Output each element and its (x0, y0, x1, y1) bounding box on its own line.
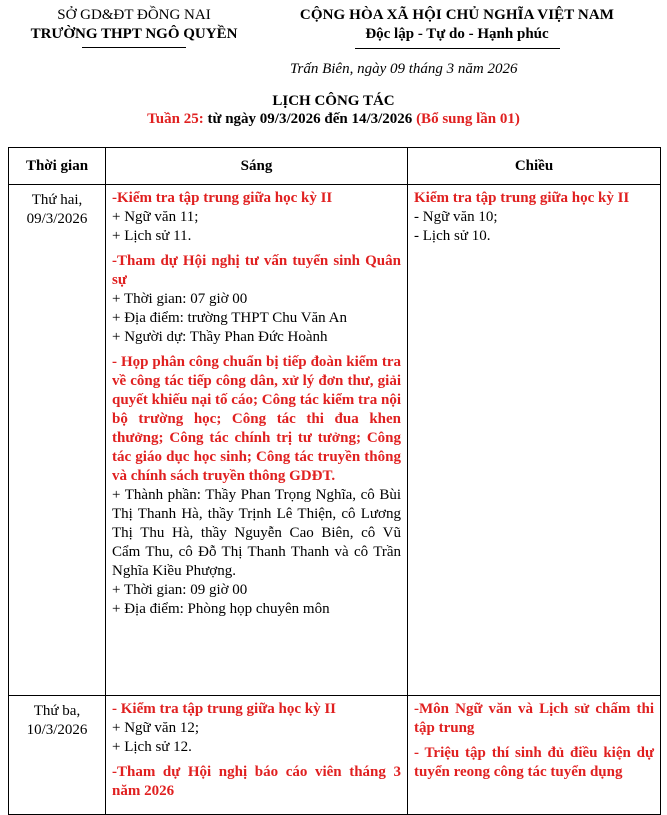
entry-heading: -Tham dự Hội nghị tư vấn tuyển sinh Quân sự (112, 253, 401, 288)
entry-item: + Thời gian: 07 giờ 00 (112, 291, 248, 307)
school-name: TRƯỜNG THPT NGÔ QUYỀN (30, 26, 238, 42)
document-subtitle (0, 110, 667, 128)
place-date: Trấn Biên, ngày 09 tháng 3 năm 2026 (290, 61, 518, 77)
entry-item: + Lịch sử 11. (112, 228, 192, 244)
afternoon-cell (408, 696, 661, 815)
entry-heading: -Môn Ngữ văn và Lịch sử chấm thi tập trung (414, 701, 654, 736)
national-block (254, 6, 660, 49)
schedule-entry (112, 252, 401, 347)
column-header-afternoon: Chiều (408, 148, 661, 185)
entry-item: + Ngữ văn 12; (112, 720, 199, 736)
day-date: 10/3/2026 (26, 722, 88, 738)
entry-heading: Kiểm tra tập trung giữa học kỳ II (414, 190, 630, 206)
schedule-table (8, 147, 661, 815)
entry-item: + Địa điểm: Phòng họp chuyên môn (112, 601, 330, 617)
morning-cell (106, 696, 408, 815)
afternoon-cell (408, 185, 661, 696)
national-motto: Độc lập - Tự do - Hạnh phúc (365, 26, 549, 42)
entry-item: - Lịch sử 10. (414, 228, 491, 244)
entry-item: + Người dự: Thầy Phan Đức Hoành (112, 329, 328, 345)
day-cell (9, 696, 106, 815)
document-title: LỊCH CÔNG TÁC (272, 93, 395, 109)
entry-item: + Ngữ văn 11; (112, 209, 199, 225)
schedule-entry (112, 353, 401, 619)
schedule-entry (414, 744, 654, 782)
day-name: Thứ ba, (33, 703, 81, 719)
column-header-morning: Sáng (106, 148, 408, 185)
column-header-time: Thời gian (9, 148, 106, 185)
department-name: SỞ GD&ĐT ĐỒNG NAI (57, 7, 211, 23)
day-date: 09/3/2026 (26, 211, 88, 227)
schedule-entry (112, 763, 401, 801)
day-cell (9, 185, 106, 696)
entry-item: + Địa điểm: trường THPT Chu Văn An (112, 310, 347, 326)
table-header-row (9, 148, 661, 185)
date-range: từ ngày 09/3/2026 đến 14/3/2026 (203, 111, 417, 127)
table-row (9, 185, 661, 696)
week-label: Tuần 25: (147, 111, 204, 127)
entry-heading: - Họp phân công chuẩn bị tiếp đoàn kiểm tra về công tác tiếp công dân, xử lý đơn thư, giải quyết khiếu nại tố cáo; Công tác kiểm tra nội bộ trường học; Công tác thi đua khen thưởng; Công tác chính trị tư tưởng; Công tác giáo dục học sinh; Công tác truyền thông và chính sách truyền thông GDĐT. (112, 354, 401, 484)
day-name: Thứ hai, (31, 192, 83, 208)
schedule-entry (414, 700, 654, 738)
entry-heading: - Triệu tập thí sinh đủ điều kiện dự tuyển reong công tác tuyển dụng (414, 745, 654, 780)
school-underline (82, 47, 186, 48)
morning-cell (106, 185, 408, 696)
nation-name: CỘNG HÒA XÃ HỘI CHỦ NGHĨA VIỆT NAM (299, 7, 615, 23)
entry-heading: -Tham dự Hội nghị báo cáo viên tháng 3 năm 2026 (112, 764, 401, 799)
schedule-entry (414, 189, 654, 246)
entry-item: - Ngữ văn 10; (414, 209, 498, 225)
issuer-block (14, 6, 254, 48)
schedule-entry (112, 700, 401, 757)
entry-item: + Lịch sử 12. (112, 739, 192, 755)
motto-underline (355, 48, 560, 49)
entry-item: + Thời gian: 09 giờ 00 (112, 582, 248, 598)
revision-note: (Bổ sung lần 01) (416, 111, 520, 127)
entry-heading: - Kiểm tra tập trung giữa học kỳ II (112, 701, 336, 717)
entry-heading: -Kiểm tra tập trung giữa học kỳ II (112, 190, 333, 206)
table-row (9, 696, 661, 815)
schedule-entry (112, 189, 401, 246)
entry-item: + Thành phần: Thầy Phan Trọng Nghĩa, cô Bùi Thị Thanh Hà, thầy Trịnh Lê Thiện, cô Lương Thị Thu Hà, thầy Nguyễn Cao Biên, cô Vũ Cẩm Thu, cô Đỗ Thị Thanh Thanh và cô Trần Nghĩa Kiều Phượng. (112, 487, 401, 579)
